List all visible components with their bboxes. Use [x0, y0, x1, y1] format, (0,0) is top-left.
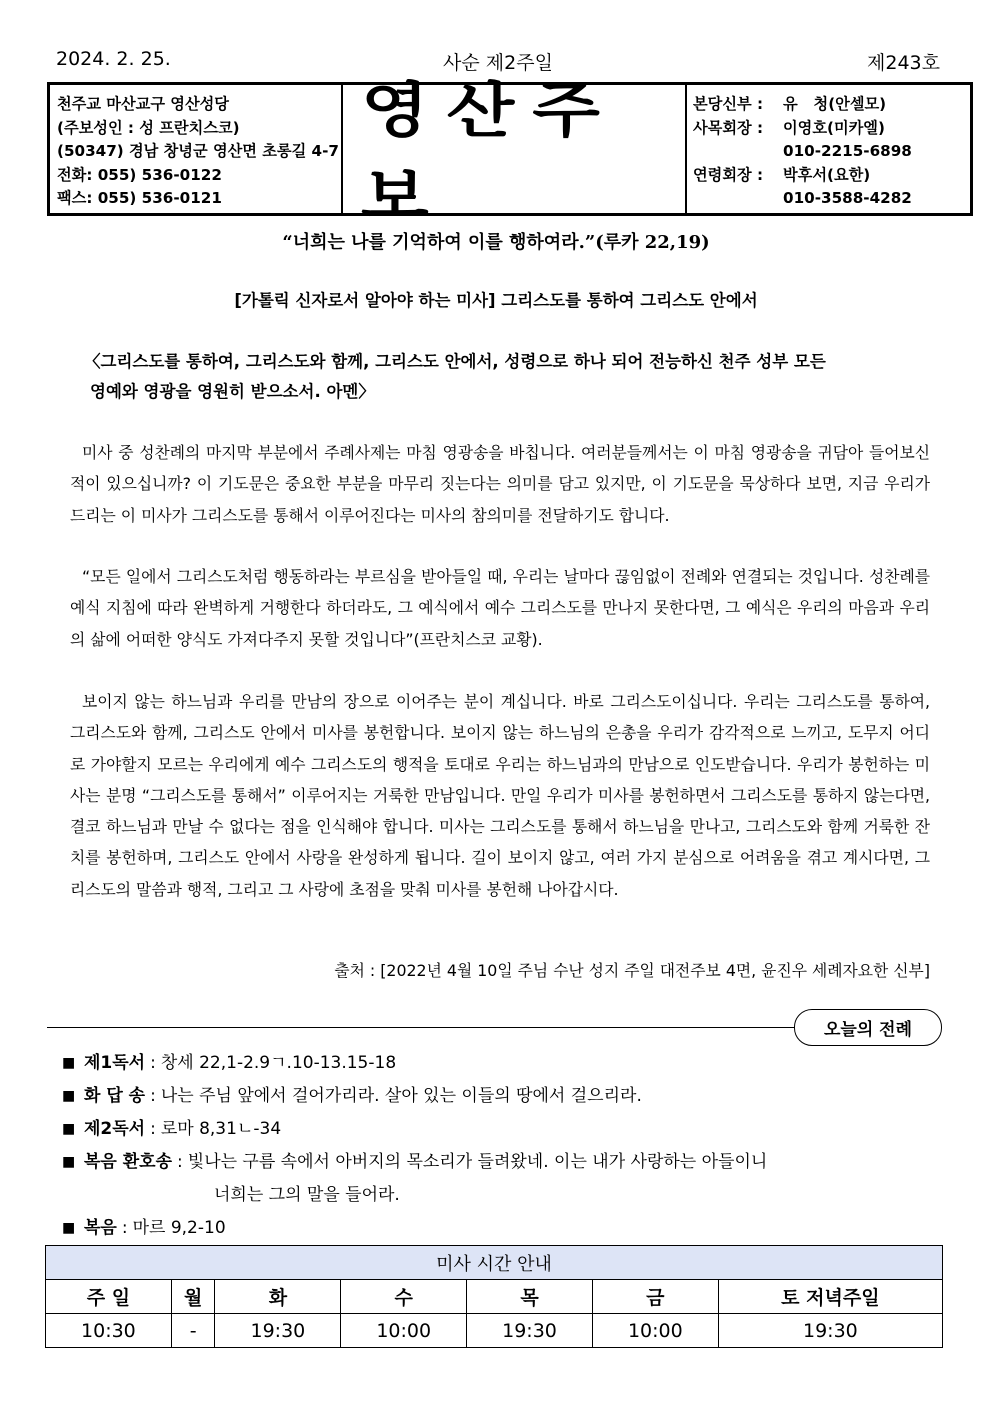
article-paragraph-3: 보이지 않는 하느님과 우리를 만남의 장으로 이어주는 분이 계십니다. 바로 그리스도이십니다. 우리는 그리스도를 통하여, 그리스도와 함께, 그리스도 안에서 미사를 봉헌합니다. 보이지 않는 하느님의 은총을 우리가 감각적으로 느끼고, 도무지 어디로 가야할지 모르는 우리에게 예수 그리스도의 행적을 토대로 우리는 하느님과의 만남으로 인도받습니다. 우리가 봉헌하는 미사는 분명 “그리스도를 통해서” 이루어지는 거룩한 만남입니다. 만일 우리가 미사를 봉헌하면서 그리스도를 통하지 않는다면, 결코 하느님과 만날 수 없다는 점을 인식해야 합니다. 미사는 그리스도를 통해서 하느님을 만나고, 그리스도와 함께 거룩한 잔치를 봉헌하며, 그리스도 안에서 사랑을 완성하게 됩니다. 길이 보이지 않고, 여러 가지 분심으로 어려움을 겪고 계시다면, 그리스도의 말씀과 행적, 그리고 그 사랑에 초점을 맞춰 미사를 봉헌해 나아갑시다. — [70, 692, 930, 899]
parish-address: (50347) 경남 창녕군 영산면 초롱길 4-7 — [57, 142, 339, 161]
patron-saint: (주보성인 : 성 프란치스코) — [57, 118, 240, 137]
mass-schedule-times-row — [46, 1314, 943, 1348]
parish-fax: 팩스: 055) 536-0121 — [57, 189, 222, 208]
staff-row-funeral-phone: 010-3588-4282 — [783, 189, 912, 208]
article-paragraph-1: 미사 중 성찬례의 마지막 부분에서 주례사제는 마침 영광송을 바칩니다. 여러분들께서는 이 마침 영광송을 귀담아 들어보신 적이 있으십니까? 이 기도문은 중요한 부분을 마무리 짓는다는 의미를 담고 있지만, 이 기도문을 묵상하다 보면, 지금 우리가 드리는 이 미사가 그리스도를 통해서 이루어진다는 미사의 참의미를 전달하기도 합니다. — [70, 443, 930, 525]
time-monday: - — [171, 1314, 215, 1348]
time-saturday-vigil: 19:30 — [718, 1314, 942, 1348]
staff-info — [687, 85, 970, 213]
bulletin-title: 영산주보 — [361, 75, 618, 232]
reading-gospel-acclamation: ■ 복음 환호송 : 빛나는 구름 속에서 아버지의 목소리가 들려왔네. 이는 내가 사랑하는 아들이니 — [62, 1146, 942, 1179]
square-bullet-icon: ■ — [62, 1088, 76, 1104]
reading-second: ■ 제2독서 : 로마 8,31ㄴ-34 — [62, 1113, 942, 1146]
day-tuesday: 화 — [215, 1280, 341, 1314]
article-heading: [가톨릭 신자로서 알아야 하는 미사] 그리스도를 통하여 그리스도 안에서 — [234, 291, 758, 310]
parish-name: 천주교 마산교구 영산성당 — [57, 95, 229, 113]
day-sunday: 주 일 — [46, 1280, 172, 1314]
day-saturday-vigil: 토 저녁주일 — [718, 1280, 942, 1314]
day-wednesday: 수 — [341, 1280, 467, 1314]
square-bullet-icon: ■ — [62, 1220, 76, 1236]
scripture-quote: “너희는 나를 기억하여 이를 행하여라.”(루카 22,19) — [282, 232, 710, 253]
square-bullet-icon: ■ — [62, 1154, 76, 1170]
parish-info — [50, 85, 343, 213]
doxology-line-1: 〈그리스도를 통하여, 그리스도와 함께, 그리스도 안에서, 성령으로 하나 되어 전능하신 천주 성부 모든 — [84, 352, 826, 371]
day-friday: 금 — [592, 1280, 718, 1314]
reading-first: ■ 제1독서 : 창세 22,1-2.9ㄱ.10-13.15-18 — [62, 1047, 942, 1080]
staff-row-funeral-president: 연령회장 : 박후서(요한) — [693, 165, 871, 184]
reading-psalm: ■ 화 답 송 : 나는 주님 앞에서 걸어가리라. 살아 있는 이들의 땅에서 걸으리라. — [62, 1080, 942, 1113]
mass-schedule-days-row — [46, 1280, 943, 1314]
readings-list — [62, 1047, 942, 1245]
time-thursday: 19:30 — [467, 1314, 593, 1348]
time-wednesday: 10:00 — [341, 1314, 467, 1348]
time-friday: 10:00 — [592, 1314, 718, 1348]
doxology-line-2: 영예와 영광을 영원히 받으소서. 아멘〉 — [90, 382, 375, 401]
bulletin-title-box — [343, 75, 687, 232]
square-bullet-icon: ■ — [62, 1121, 76, 1137]
parish-phone: 전화: 055) 536-0122 — [57, 165, 222, 184]
staff-row-council-phone: 010-2215-6898 — [783, 142, 912, 161]
bulletin-date: 2024. 2. 25. — [56, 48, 171, 70]
day-thursday: 목 — [467, 1280, 593, 1314]
day-monday: 월 — [171, 1280, 215, 1314]
section-divider — [47, 1027, 797, 1028]
article-source: 출처 : [2022년 4월 10일 주님 수난 성지 주일 대전주보 4면, 윤진우 세례자요한 신부] — [334, 961, 930, 980]
todays-liturgy-label: 오늘의 전례 — [794, 1009, 942, 1046]
mass-schedule-title: 미사 시간 안내 — [46, 1246, 943, 1280]
liturgical-week: 사순 제2주일 — [443, 52, 553, 74]
reading-gospel-acclamation-cont: 너희는 그의 말을 들어라. — [214, 1185, 400, 1205]
doxology — [84, 347, 924, 407]
time-tuesday: 19:30 — [215, 1314, 341, 1348]
staff-row-pastor: 본당신부 : 유 청(안셀모) — [693, 95, 887, 113]
reading-gospel: ■ 복음 : 마르 9,2-10 — [62, 1212, 942, 1245]
issue-number: 제243호 — [867, 52, 940, 74]
time-sunday: 10:30 — [46, 1314, 172, 1348]
article-paragraph-2: “모든 일에서 그리스도처럼 행동하라는 부르심을 받아들일 때, 우리는 날마다 끊임없이 전례와 연결되는 것입니다. 성찬례를 예식 지침에 따라 완벽하게 거행한다 하더라도, 그 예식에서 예수 그리스도를 만나지 못한다면, 그 예식은 우리의 마음과 우리의 삶에 어떠한 양식도 가져다주지 못할 것입니다”(프란치스코 교황). — [70, 567, 930, 649]
square-bullet-icon: ■ — [62, 1055, 76, 1071]
masthead — [47, 75, 973, 232]
mass-schedule-table — [45, 1245, 943, 1348]
staff-row-council-president: 사목회장 : 이영호(미카엘) — [693, 118, 885, 137]
